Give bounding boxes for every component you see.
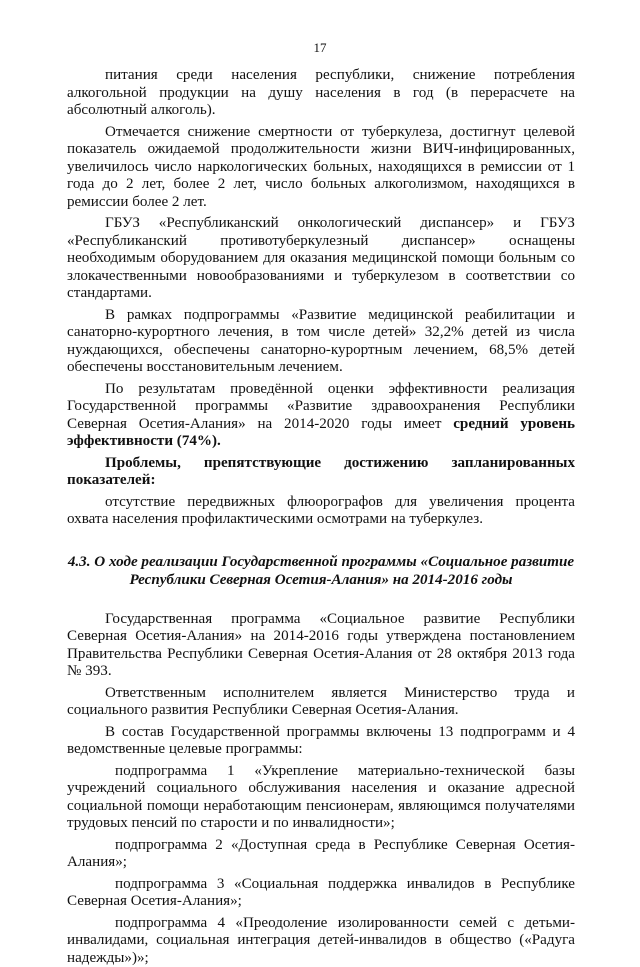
paragraph (67, 307, 575, 377)
list-item-paragraph (67, 915, 575, 967)
text-run: Государственная программа «Социальное развитие Республики Северная Осетия-Алания» на 2014-2016 годы утверждена постановлением Правительства Республики Северная Осетия-Алания от 28 октября 2013 года № 393. (67, 611, 575, 680)
text-run: питания среди населения республики, снижение потребления алкогольной продукции на душу населения в год (в перерасчете на абсолютный алкоголь). (67, 67, 575, 118)
text-run: Отмечается снижение смертности от туберкулеза, достигнут целевой показатель ожидаемой продолжительности жизни ВИЧ-инфицированных, увеличилось число наркологических больных, находящихся в ремиссии от 1 года до 2 лет, более 2 лет, число больных алкоголизмом, находящихся в ремиссии более 2 лет. (67, 124, 575, 210)
paragraph (67, 685, 575, 720)
paragraph (67, 67, 575, 120)
document-body (67, 67, 575, 967)
paragraph (67, 494, 575, 529)
bold-text: средний уровень эффективности (74%). (67, 416, 575, 450)
text-run: В состав Государственной программы включены 13 подпрограмм и 4 ведомственные целевые программы: (67, 724, 575, 758)
text-run: ГБУЗ «Республиканский онкологический диспансер» и ГБУЗ «Республиканский противотуберкулезный диспансер» оснащены необходимым оборудованием для оказания медицинской помощи больным со злокачественными новообразованиями и туберкулезом в соответствии со стандартами. (67, 215, 575, 301)
text-run: подпрограмма 4 «Преодоление изолированности семей с детьми-инвалидами, социальная интеграция детей-инвалидов в общество («Радуга надежды»)»; (67, 915, 575, 966)
list-item-paragraph (67, 763, 575, 833)
paragraphs-before-section (67, 67, 575, 529)
list-item-paragraph (67, 837, 575, 872)
text-run: подпрограмма 1 «Укрепление материально-технической базы учреждений социального обслуживания населения и оказание адресной социальной помощи неработающим пенсионерам, являющимся получателями трудовых пенсий по старости и по инвалидности»; (67, 763, 575, 832)
text-run: В рамках подпрограммы «Развитие медицинской реабилитации и санаторно-курортного лечения, в том числе детей» 32,2% детей из числа нуждающихся, обеспечены санаторно-курортным лечением, 68,5% детей обеспечены восстановительным лечением. (67, 307, 575, 376)
section-heading: 4.3. О ходе реализации Государственной программы «Социальное развитие Республики Северная Осетия-Алания» на 2014-2016 годы (67, 553, 575, 589)
bold-text: Проблемы, препятствующие достижению запланированных показателей: (67, 455, 575, 489)
list-item-paragraph (67, 876, 575, 911)
paragraphs-after-section (67, 611, 575, 967)
text-run: подпрограмма 3 «Социальная поддержка инвалидов в Республике Северная Осетия-Алания»; (67, 876, 575, 910)
paragraph (67, 215, 575, 303)
text-run: Ответственным исполнителем является Министерство труда и социального развития Республики Северная Осетия-Алания. (67, 685, 575, 719)
page-number: 17 (0, 40, 640, 56)
text-run: отсутствие передвижных флюорографов для увеличения процента охвата населения профилактическими осмотрами на туберкулез. (67, 494, 575, 528)
text-run: По результатам проведённой оценки эффективности реализация Государственной программы «Развитие здравоохранения Республики Северная Осетия-Алания» на 2014-2020 годы имеет (67, 381, 575, 432)
paragraph (67, 724, 575, 759)
text-run: подпрограмма 2 «Доступная среда в Республике Северная Осетия-Алания»; (67, 837, 575, 871)
paragraph (67, 381, 575, 451)
paragraph (67, 611, 575, 681)
paragraph (67, 455, 575, 490)
paragraph (67, 124, 575, 212)
